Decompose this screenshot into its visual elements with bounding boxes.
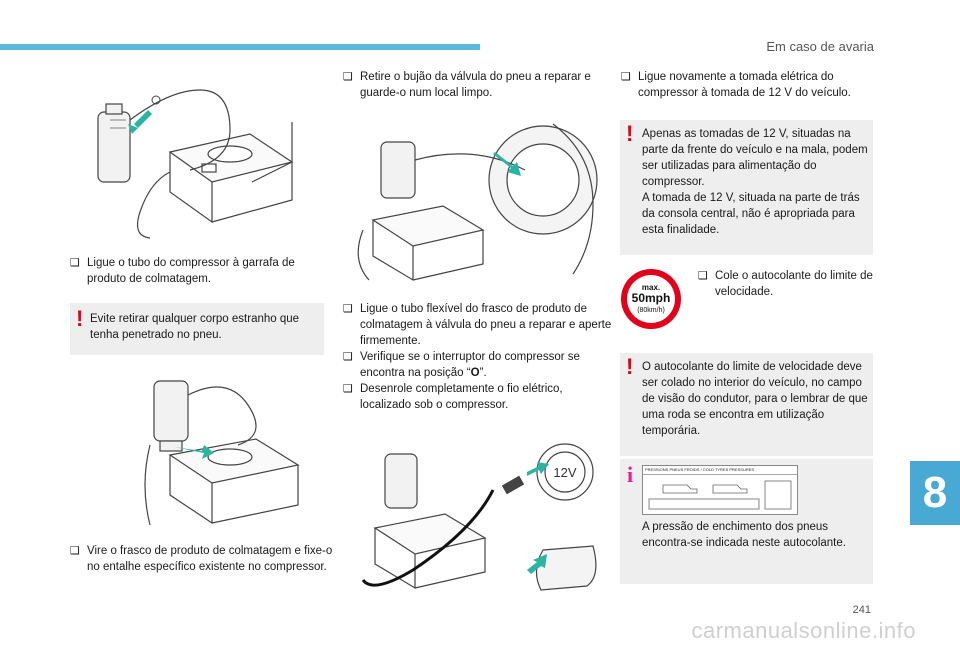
socket-12v-label: 12V [553, 465, 577, 480]
info-icon: i [627, 462, 634, 487]
col1-warning [70, 303, 324, 355]
chapter-tab: 8 [910, 461, 960, 525]
col3-info-text: A pressão de enchimento dos pneus encontra-se indicada neste autocolante. [642, 521, 846, 549]
col3-step-2-text: Cole o autocolante do limite de velocidade. [715, 270, 873, 298]
col3-warning-sockets-line-2: A tomada de 12 V, situada na parte de trás da consola central, não é apropriada para esta finalidade. [642, 192, 860, 236]
col2-step-3-post: ”. [479, 367, 487, 379]
col2-step-4 [343, 381, 616, 413]
speed-kmh-label: (80km/h) [637, 307, 665, 314]
check-box-icon: ❑ [70, 545, 80, 557]
compressor-switch-position: O [470, 367, 480, 379]
exclamation-icon: ! [626, 121, 634, 146]
page-number: 241 [852, 604, 871, 616]
speed-value-label: 50mph [631, 291, 671, 305]
col3-step-1-text: Ligue novamente a tomada elétrica do compressor à tomada de 12 V do veículo. [638, 71, 851, 99]
col3-step-2 [698, 268, 885, 300]
col3-warning-sockets-line-1: Apenas as tomadas de 12 V, situadas na parte da frente do veículo e na mala, podem ser utilizadas para alimentação do compressor. [642, 128, 868, 188]
check-box-icon: ❑ [70, 257, 80, 269]
col2-step-1 [343, 69, 612, 101]
section-title: Em caso de avaria [766, 39, 874, 54]
col1-step-2 [70, 543, 335, 575]
col2-step-2-text: Ligue o tubo flexível do frasco de produto de colmatagem à válvula do pneu a reparar e aperte firmemente. [360, 303, 612, 347]
col2-step-1-text: Retire o bujão da válvula do pneu a reparar e guarde-o num local limpo. [360, 71, 591, 99]
tyre-pressure-sticker-title: PRESSIONS PNEUS FROIDS / COLD TYRES PRESSURES [643, 466, 797, 475]
col3-step-1 [621, 69, 888, 101]
illustration-fix-bottle [130, 365, 305, 535]
illustration-connect-hose [90, 72, 300, 240]
tyre-pressure-sticker [642, 465, 798, 515]
exclamation-icon: ! [76, 306, 84, 331]
col1-warning-text: Evite retirar qualquer corpo estranho que tenha penetrado no pneu. [90, 313, 300, 341]
check-box-icon: ❑ [343, 351, 353, 363]
col3-warning-sticker [620, 353, 873, 456]
col3-warning-sockets [620, 120, 873, 255]
col2-step-3 [343, 349, 616, 381]
illustration-tyre-valve [343, 120, 598, 290]
check-box-icon: ❑ [343, 71, 353, 83]
col2-step-4-text: Desenrole completamente o fio elétrico, localizado sob o compressor. [360, 383, 563, 411]
speed-max-label: max. [641, 283, 661, 292]
check-box-icon: ❑ [621, 71, 631, 83]
col1-step-2-text: Vire o frasco de produto de colmatagem e fixe-o no entalhe específico existente no compressor. [87, 545, 333, 573]
col3-warning-sticker-text: O autocolante do limite de velocidade deve ser colado no interior do veículo, no campo de visão do condutor, para o lembrar de que uma roda se encontra em utilização temporária. [642, 361, 868, 437]
watermark: carmanualsonline.info [691, 618, 916, 643]
illustration-12v-socket [343, 440, 601, 608]
col1-step-1 [70, 255, 327, 287]
check-box-icon: ❑ [343, 383, 353, 395]
exclamation-icon: ! [626, 354, 634, 379]
check-box-icon: ❑ [698, 270, 708, 282]
col1-step-1-text: Ligue o tubo do compressor à garrafa de produto de colmatagem. [87, 257, 295, 285]
col2-step-2 [343, 301, 616, 349]
check-box-icon: ❑ [343, 303, 353, 315]
speed-limit-sticker [620, 268, 682, 330]
col3-info-pressure [620, 459, 873, 584]
col2-step-3-pre: Verifique se o interruptor do compressor se encontra na posição “ [360, 351, 580, 379]
header-accent-bar [0, 44, 480, 50]
